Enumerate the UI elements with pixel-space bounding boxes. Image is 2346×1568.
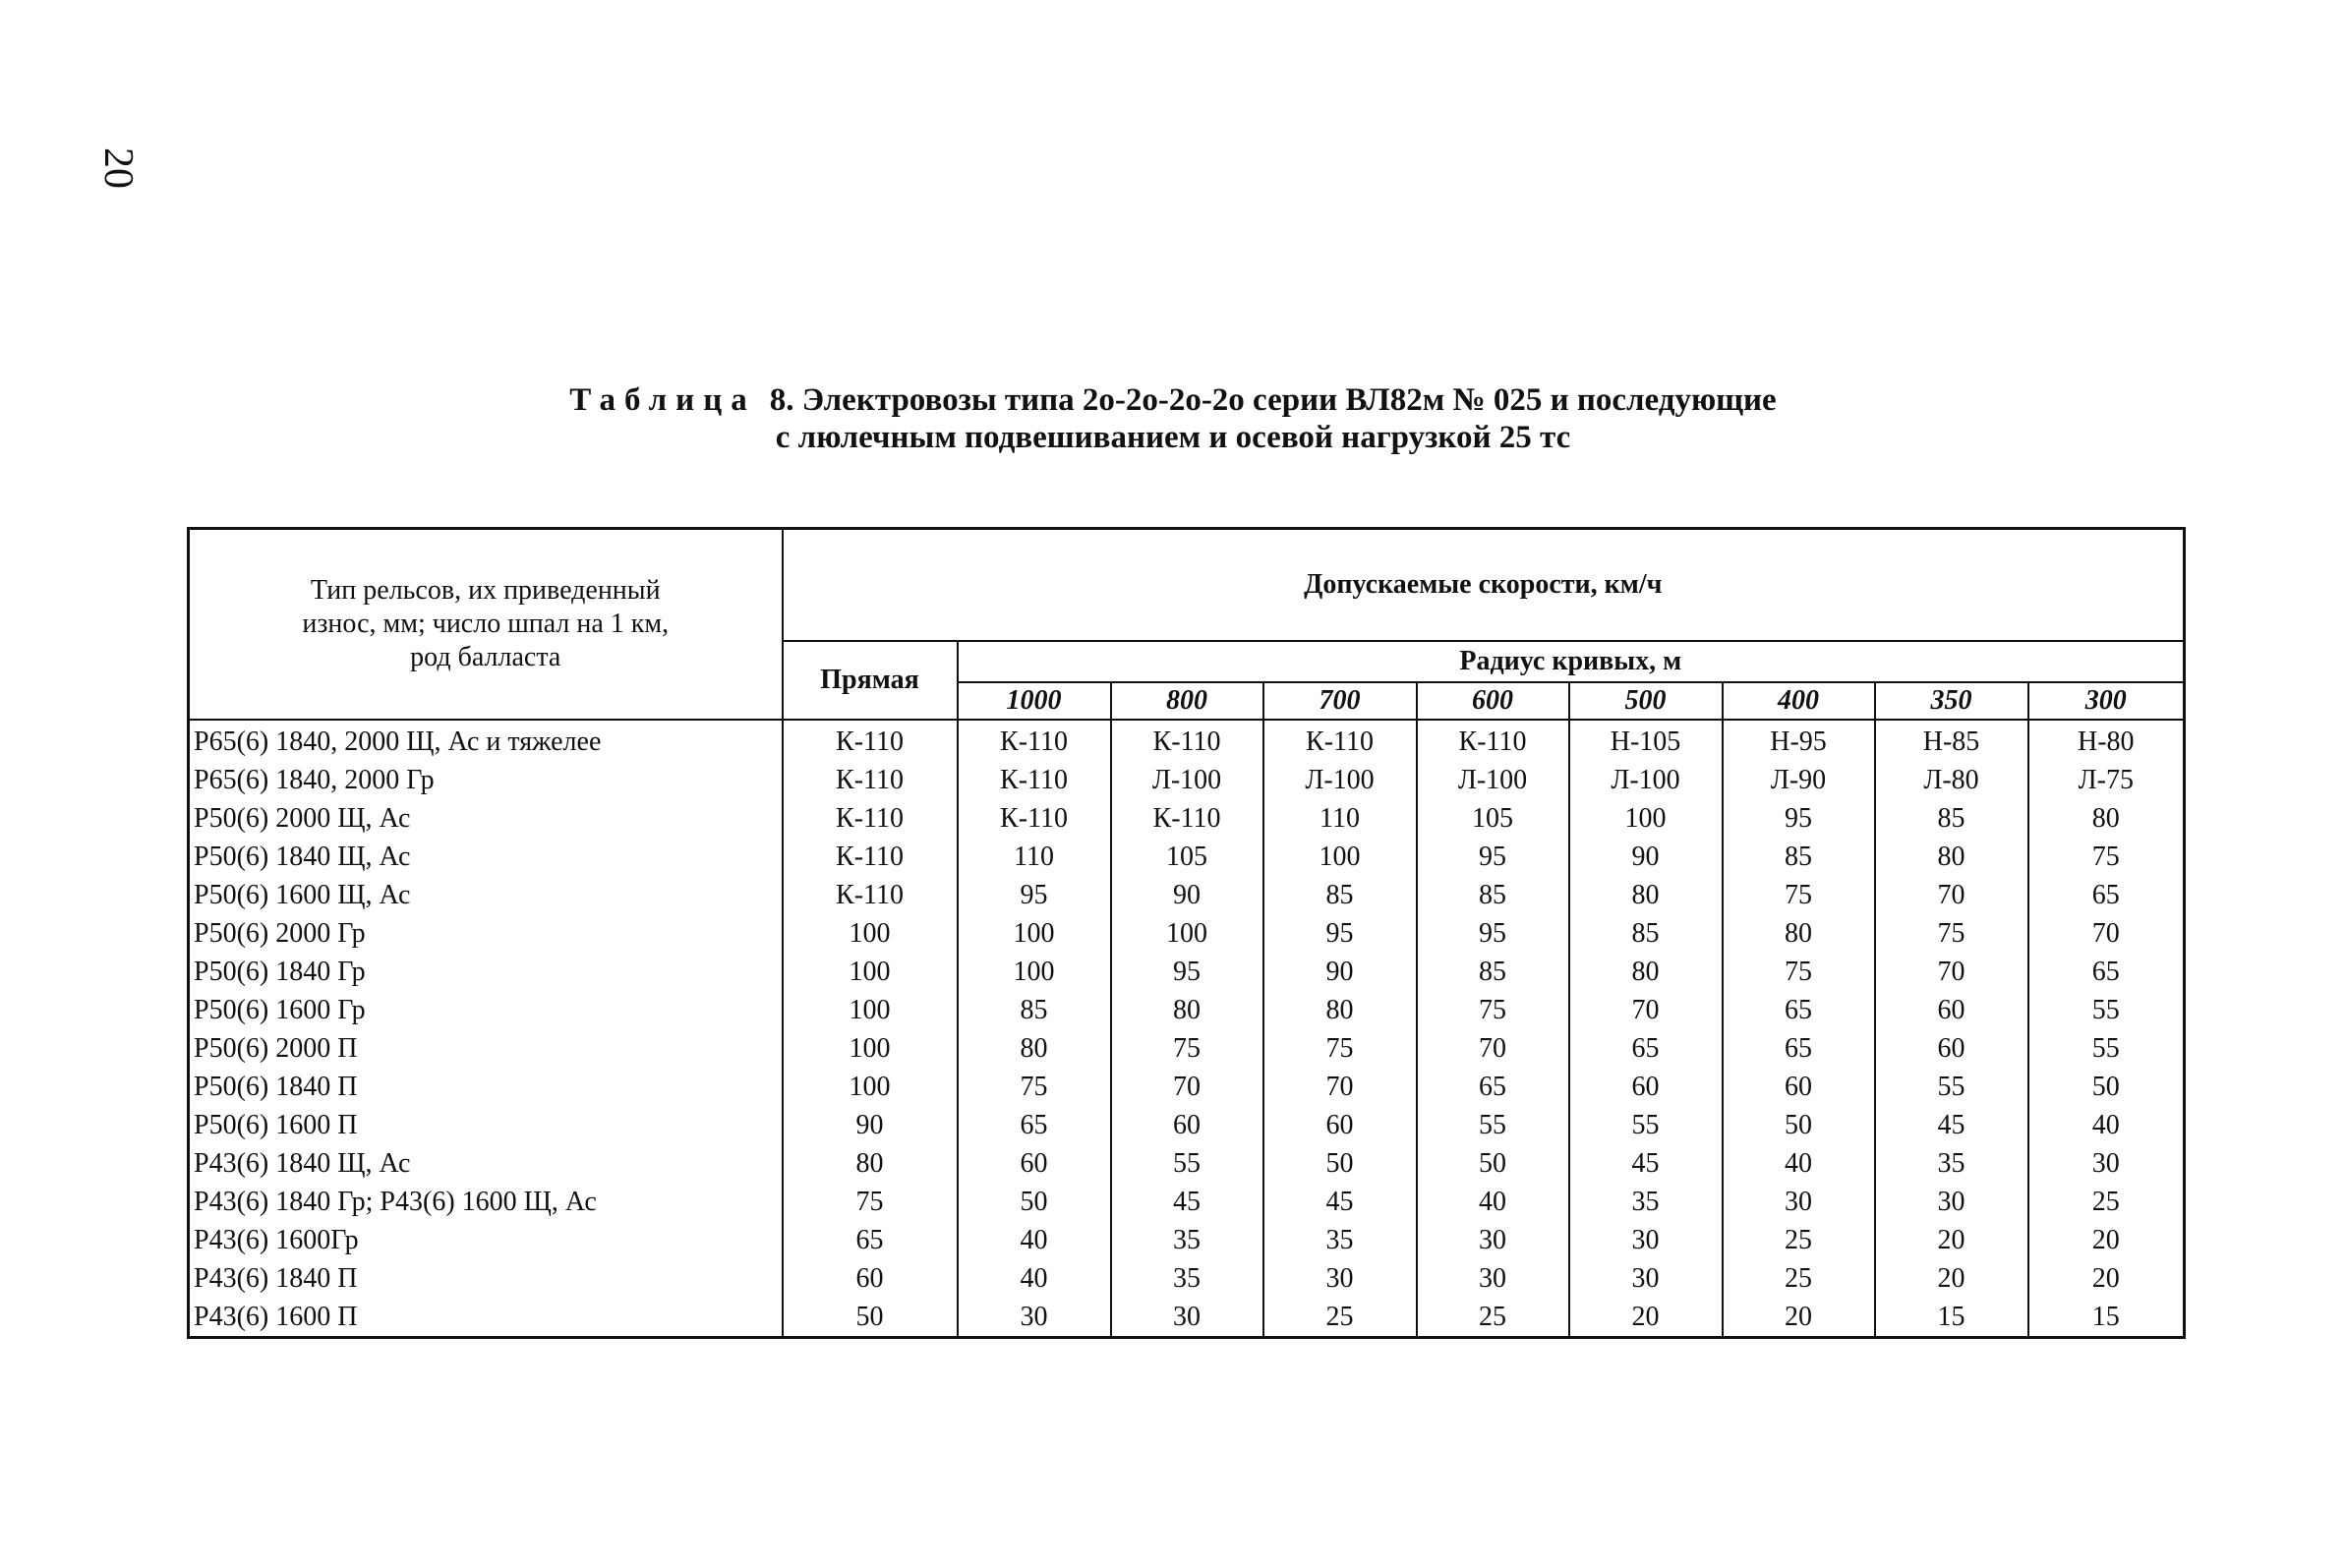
curve-speed-cell: К-110 <box>958 720 1111 761</box>
curve-speed-cell: 20 <box>1875 1259 2028 1298</box>
page-number: 20 <box>95 147 141 189</box>
rail-type-cell: Р50(6) 2000 П <box>189 1029 783 1068</box>
curve-speed-cell: Н-105 <box>1569 720 1723 761</box>
curve-speed-cell: 110 <box>958 838 1111 876</box>
curve-speed-cell: 50 <box>1417 1144 1569 1183</box>
curve-speed-cell: 90 <box>1569 838 1723 876</box>
straight-speed-cell: 100 <box>783 1029 958 1068</box>
rail-type-cell: Р50(6) 1840 Гр <box>189 953 783 991</box>
rail-type-cell: Р50(6) 1600 Щ, Ас <box>189 876 783 914</box>
curve-speed-cell: 60 <box>958 1144 1111 1183</box>
rail-type-cell: Р50(6) 2000 Щ, Ас <box>189 799 783 838</box>
curve-speed-cell: 100 <box>958 953 1111 991</box>
rail-type-cell: Р50(6) 1600 П <box>189 1106 783 1144</box>
rail-type-cell: Р50(6) 2000 Гр <box>189 914 783 953</box>
curve-speed-cell: 85 <box>1875 799 2028 838</box>
table-row <box>189 720 2185 761</box>
caption-title: 8. Электровозы типа 2о-2о-2о-2о серии ВЛ82м № 025 и последующие <box>769 382 1777 418</box>
curve-speed-cell: 95 <box>1417 914 1569 953</box>
curve-speed-cell: 65 <box>2028 876 2185 914</box>
curve-speed-cell: 25 <box>2028 1183 2185 1221</box>
curve-speed-cell: 30 <box>1111 1298 1263 1338</box>
curve-speed-cell: 80 <box>1569 953 1723 991</box>
curve-speed-cell: 15 <box>1875 1298 2028 1338</box>
curve-speed-cell: 80 <box>1723 914 1875 953</box>
rail-type-cell: Р65(6) 1840, 2000 Гр <box>189 761 783 799</box>
curve-speed-cell: 30 <box>1723 1183 1875 1221</box>
straight-speed-cell: 100 <box>783 991 958 1029</box>
curve-speed-cell: Н-80 <box>2028 720 2185 761</box>
curve-speed-cell: 85 <box>1723 838 1875 876</box>
curve-speed-cell: 95 <box>1111 953 1263 991</box>
table-row <box>189 1068 2185 1106</box>
radius-header-cell: 300 <box>2028 682 2185 720</box>
curve-speed-cell: 75 <box>1263 1029 1417 1068</box>
curve-speed-cell: 65 <box>2028 953 2185 991</box>
curve-speed-cell: 70 <box>1875 876 2028 914</box>
curve-speed-cell: 65 <box>1569 1029 1723 1068</box>
table-row <box>189 953 2185 991</box>
curve-speed-cell: 30 <box>1569 1221 1723 1259</box>
curve-speed-cell: 60 <box>1723 1068 1875 1106</box>
radius-header-cell: 800 <box>1111 682 1263 720</box>
straight-speed-cell: К-110 <box>783 720 958 761</box>
curve-speed-cell: 45 <box>1875 1106 2028 1144</box>
curve-speed-cell: 40 <box>1417 1183 1569 1221</box>
rail-type-cell: Р43(6) 1840 П <box>189 1259 783 1298</box>
curve-speed-cell: К-110 <box>1417 720 1569 761</box>
curve-speed-cell: 30 <box>1417 1221 1569 1259</box>
rail-type-cell: Р43(6) 1840 Щ, Ас <box>189 1144 783 1183</box>
curve-speed-cell: 35 <box>1569 1183 1723 1221</box>
curve-speed-cell: 30 <box>1569 1259 1723 1298</box>
curve-speed-cell: 30 <box>2028 1144 2185 1183</box>
curve-speed-cell: 70 <box>1111 1068 1263 1106</box>
curve-speed-cell: 100 <box>1263 838 1417 876</box>
curve-speed-cell: 75 <box>1111 1029 1263 1068</box>
caption-line-1 <box>0 381 2346 419</box>
radius-header-cell: 400 <box>1723 682 1875 720</box>
curve-speed-cell: 55 <box>2028 991 2185 1029</box>
curve-speed-cell: 70 <box>1263 1068 1417 1106</box>
radius-header-cell: 350 <box>1875 682 2028 720</box>
curve-speed-cell: 100 <box>1569 799 1723 838</box>
curve-speed-cell: 70 <box>1417 1029 1569 1068</box>
radius-header-cell: 600 <box>1417 682 1569 720</box>
curve-speed-cell: 40 <box>1723 1144 1875 1183</box>
table-row <box>189 1029 2185 1068</box>
caption-prefix: Таблица <box>569 382 756 418</box>
curve-speed-cell: 20 <box>2028 1259 2185 1298</box>
straight-speed-cell: 60 <box>783 1259 958 1298</box>
straight-speed-cell: 75 <box>783 1183 958 1221</box>
straight-speed-cell: К-110 <box>783 761 958 799</box>
curve-speed-cell: 100 <box>958 914 1111 953</box>
curve-speed-cell: К-110 <box>1263 720 1417 761</box>
straight-speed-cell: 100 <box>783 953 958 991</box>
curve-speed-cell: 75 <box>1417 991 1569 1029</box>
speed-table <box>187 527 2186 1339</box>
radius-header-cell: 500 <box>1569 682 1723 720</box>
curve-speed-cell: 35 <box>1875 1144 2028 1183</box>
table-row <box>189 1106 2185 1144</box>
curve-speed-cell: 95 <box>1263 914 1417 953</box>
rail-type-header-line: износ, мм; число шпал на 1 км, <box>302 609 670 639</box>
curve-speed-cell: К-110 <box>1111 720 1263 761</box>
curve-speed-cell: 40 <box>958 1221 1111 1259</box>
curve-speed-cell: 25 <box>1263 1298 1417 1338</box>
table-row <box>189 876 2185 914</box>
curve-speed-cell: 55 <box>1569 1106 1723 1144</box>
curve-speed-cell: 50 <box>1263 1144 1417 1183</box>
straight-speed-cell: 100 <box>783 914 958 953</box>
curve-speed-cell: 55 <box>1111 1144 1263 1183</box>
curve-speed-cell: 80 <box>958 1029 1111 1068</box>
curve-speed-cell: 65 <box>1417 1068 1569 1106</box>
curve-speed-cell: Л-90 <box>1723 761 1875 799</box>
table-caption <box>0 381 2346 456</box>
rail-type-cell: Р50(6) 1840 П <box>189 1068 783 1106</box>
curve-speed-cell: Л-75 <box>2028 761 2185 799</box>
curve-speed-cell: 45 <box>1263 1183 1417 1221</box>
rail-type-cell: Р65(6) 1840, 2000 Щ, Ас и тяжелее <box>189 720 783 761</box>
table-row <box>189 761 2185 799</box>
curve-speed-cell: 60 <box>1875 991 2028 1029</box>
straight-speed-cell: К-110 <box>783 838 958 876</box>
radius-header-cell: 1000 <box>958 682 1111 720</box>
radius-header-cell: 700 <box>1263 682 1417 720</box>
curve-speed-cell: 45 <box>1569 1144 1723 1183</box>
curve-speed-cell: 95 <box>1723 799 1875 838</box>
curve-speed-cell: 70 <box>2028 914 2185 953</box>
curve-speed-cell: 35 <box>1111 1221 1263 1259</box>
curve-speed-cell: 60 <box>1111 1106 1263 1144</box>
curve-speed-cell: 30 <box>1875 1183 2028 1221</box>
curve-speed-cell: 55 <box>2028 1029 2185 1068</box>
curve-speed-cell: 65 <box>958 1106 1111 1144</box>
curve-speed-cell: 20 <box>1723 1298 1875 1338</box>
curve-speed-cell: 20 <box>1875 1221 2028 1259</box>
rail-type-header-line: Тип рельсов, их приведенный <box>310 575 661 606</box>
curve-speed-cell: 60 <box>1263 1106 1417 1144</box>
curve-speed-cell: 75 <box>958 1068 1111 1106</box>
curve-speed-cell: 35 <box>1263 1221 1417 1259</box>
curve-speed-cell: 25 <box>1723 1221 1875 1259</box>
curve-speed-cell: 80 <box>1111 991 1263 1029</box>
straight-header: Прямая <box>783 641 958 720</box>
straight-speed-cell: 80 <box>783 1144 958 1183</box>
curve-speed-cell: Л-100 <box>1263 761 1417 799</box>
curve-speed-cell: Н-95 <box>1723 720 1875 761</box>
curve-speed-cell: Л-80 <box>1875 761 2028 799</box>
table-row <box>189 1221 2185 1259</box>
curve-speed-cell: 30 <box>1263 1259 1417 1298</box>
straight-speed-cell: К-110 <box>783 799 958 838</box>
curve-speed-cell: 25 <box>1417 1298 1569 1338</box>
curve-speed-cell: 45 <box>1111 1183 1263 1221</box>
curve-speed-cell: 75 <box>1875 914 2028 953</box>
curve-speed-cell: 85 <box>1569 914 1723 953</box>
allowed-speeds-header: Допускаемые скорости, км/ч <box>783 529 2185 642</box>
curve-speed-cell: Л-100 <box>1569 761 1723 799</box>
curve-speed-cell: 110 <box>1263 799 1417 838</box>
curve-speed-cell: 95 <box>958 876 1111 914</box>
table-row <box>189 1259 2185 1298</box>
rail-type-cell: Р43(6) 1840 Гр; Р43(6) 1600 Щ, Ас <box>189 1183 783 1221</box>
curve-speed-cell: 55 <box>1417 1106 1569 1144</box>
straight-speed-cell: К-110 <box>783 876 958 914</box>
curve-speed-cell: 75 <box>1723 876 1875 914</box>
curve-speed-cell: 70 <box>1569 991 1723 1029</box>
straight-speed-cell: 100 <box>783 1068 958 1106</box>
curve-speed-cell: 30 <box>1417 1259 1569 1298</box>
curve-speed-cell: 85 <box>958 991 1111 1029</box>
curve-speed-cell: 85 <box>1263 876 1417 914</box>
curve-speed-cell: 100 <box>1111 914 1263 953</box>
table-row <box>189 1144 2185 1183</box>
table-row <box>189 838 2185 876</box>
curve-speed-cell: 40 <box>2028 1106 2185 1144</box>
curve-radius-header: Радиус кривых, м <box>958 641 2185 682</box>
table-row <box>189 1298 2185 1338</box>
curve-speed-cell: 70 <box>1875 953 2028 991</box>
curve-speed-cell: 55 <box>1875 1068 2028 1106</box>
rail-type-cell: Р50(6) 1600 Гр <box>189 991 783 1029</box>
curve-speed-cell: 40 <box>958 1259 1111 1298</box>
rail-type-cell: Р43(6) 1600Гр <box>189 1221 783 1259</box>
table-row <box>189 914 2185 953</box>
curve-speed-cell: К-110 <box>958 799 1111 838</box>
curve-speed-cell: 95 <box>1417 838 1569 876</box>
straight-speed-cell: 90 <box>783 1106 958 1144</box>
curve-speed-cell: 75 <box>1723 953 1875 991</box>
curve-speed-cell: 105 <box>1111 838 1263 876</box>
curve-speed-cell: 90 <box>1111 876 1263 914</box>
curve-speed-cell: 85 <box>1417 876 1569 914</box>
curve-speed-cell: 60 <box>1569 1068 1723 1106</box>
curve-speed-cell: 50 <box>1723 1106 1875 1144</box>
rail-type-cell: Р50(6) 1840 Щ, Ас <box>189 838 783 876</box>
curve-speed-cell: Н-85 <box>1875 720 2028 761</box>
curve-speed-cell: 60 <box>1875 1029 2028 1068</box>
curve-speed-cell: 25 <box>1723 1259 1875 1298</box>
curve-speed-cell: К-110 <box>958 761 1111 799</box>
rail-type-cell: Р43(6) 1600 П <box>189 1298 783 1338</box>
rail-type-header-line: род балласта <box>410 642 561 672</box>
table-row <box>189 1183 2185 1221</box>
curve-speed-cell: 80 <box>1569 876 1723 914</box>
curve-speed-cell: 105 <box>1417 799 1569 838</box>
curve-speed-cell: 35 <box>1111 1259 1263 1298</box>
caption-line-2: с люлечным подвешиванием и осевой нагрузкой 25 тс <box>775 420 1571 455</box>
curve-speed-cell: 65 <box>1723 1029 1875 1068</box>
curve-speed-cell: 80 <box>1875 838 2028 876</box>
curve-speed-cell: 50 <box>958 1183 1111 1221</box>
table-row <box>189 991 2185 1029</box>
curve-speed-cell: К-110 <box>1111 799 1263 838</box>
curve-speed-cell: 80 <box>1263 991 1417 1029</box>
curve-speed-cell: 20 <box>2028 1221 2185 1259</box>
curve-speed-cell: 50 <box>2028 1068 2185 1106</box>
curve-speed-cell: Л-100 <box>1417 761 1569 799</box>
straight-speed-cell: 65 <box>783 1221 958 1259</box>
curve-speed-cell: 65 <box>1723 991 1875 1029</box>
curve-speed-cell: 85 <box>1417 953 1569 991</box>
curve-speed-cell: 90 <box>1263 953 1417 991</box>
curve-speed-cell: 80 <box>2028 799 2185 838</box>
rail-type-header <box>189 529 783 721</box>
curve-speed-cell: 75 <box>2028 838 2185 876</box>
curve-speed-cell: 30 <box>958 1298 1111 1338</box>
curve-speed-cell: 15 <box>2028 1298 2185 1338</box>
table-row <box>189 799 2185 838</box>
curve-speed-cell: Л-100 <box>1111 761 1263 799</box>
straight-speed-cell: 50 <box>783 1298 958 1338</box>
curve-speed-cell: 20 <box>1569 1298 1723 1338</box>
